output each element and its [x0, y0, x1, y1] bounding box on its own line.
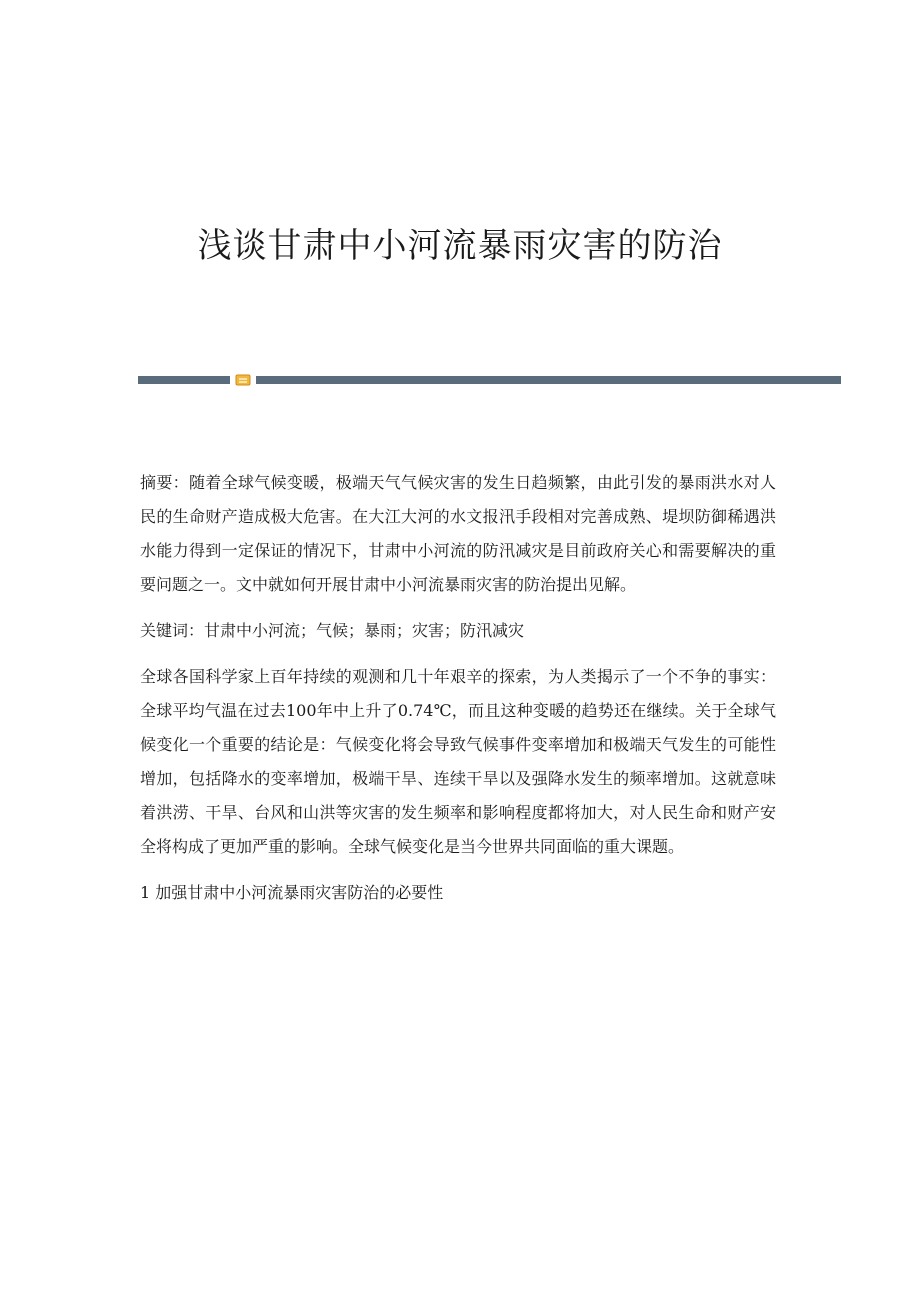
- abstract-paragraph: 摘要：随着全球气候变暖，极端天气气候灾害的发生日趋频繁，由此引发的暴雨洪水对人民的生命财产造成极大危害。在大江大河的水文报汛手段相对完善成熟、堤坝防御稀遇洪水能力得到一定保证的情况下，甘肃中小河流的防汛减灾是目前政府关心和需要解决的重要问题之一。文中就如何开展甘肃中小河流暴雨灾害的防治提出见解。: [140, 473, 776, 594]
- document-title: 浅谈甘肃中小河流暴雨灾害的防治: [197, 226, 723, 266]
- keywords-paragraph: 关键词：甘肃中小河流；气候；暴雨；灾害；防汛减灾: [140, 621, 525, 640]
- title-divider: [138, 374, 841, 386]
- document-body: [140, 466, 776, 922]
- divider-bar-right: [256, 376, 841, 384]
- document-marker-icon: [235, 374, 251, 386]
- divider-bar-left: [138, 376, 230, 384]
- section-heading: 1 加强甘肃中小河流暴雨灾害防治的必要性: [140, 883, 444, 902]
- body-paragraph: 全球各国科学家上百年持续的观测和几十年艰辛的探索，为人类揭示了一个不争的事实：全球平均气温在过去100年中上升了0.74℃，而且这种变暖的趋势还在继续。关于全球气候变化一个重要的结论是：气候变化将会导致气候事件变率增加和极端天气发生的可能性增加，包括降水的变率增加，极端干旱、连续干旱以及强降水发生的频率增加。这就意味着洪涝、干旱、台风和山洪等灾害的发生频率和影响程度都将加大，对人民生命和财产安全将构成了更加严重的影响。全球气候变化是当今世界共同面临的重大课题。: [140, 667, 776, 856]
